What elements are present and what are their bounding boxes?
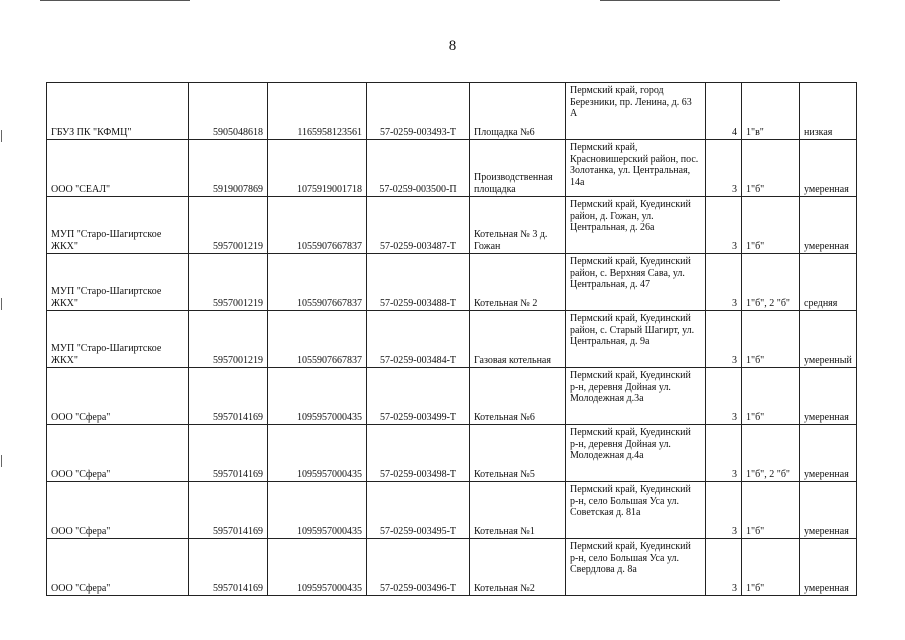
address-cell: Пермский край, Куединский район, с. Верхняя Сава, ул. Центральная, д. 47 <box>566 254 706 311</box>
scan-edge-mark <box>1 298 2 310</box>
hazard-class-cell: 1"б", 2 "б" <box>742 254 800 311</box>
object-code-cell: 57-0259-003487-Т <box>367 197 470 254</box>
table-row <box>47 311 857 368</box>
org-name-cell: ООО "Сфера" <box>47 425 189 482</box>
object-name-cell: Котельная №1 <box>470 482 566 539</box>
category-cell: 3 <box>706 539 742 596</box>
risk-level-cell: средняя <box>800 254 857 311</box>
table-row <box>47 254 857 311</box>
table-row <box>47 83 857 140</box>
address-cell: Пермский край, Куединский р-н, деревня Дойная ул. Молодежная д.4а <box>566 425 706 482</box>
org-name-cell: МУП "Старо-Шагиртское ЖКХ" <box>47 254 189 311</box>
org-name-cell: ООО "СЕАЛ" <box>47 140 189 197</box>
hazard-class-cell: 1"в" <box>742 83 800 140</box>
inn-cell: 5905048618 <box>189 83 268 140</box>
hazard-class-cell: 1"б" <box>742 140 800 197</box>
table-row <box>47 197 857 254</box>
table-row <box>47 140 857 197</box>
address-cell: Пермский край, Куединский р-н, село Большая Уса ул. Свердлова д. 8а <box>566 539 706 596</box>
table-row <box>47 425 857 482</box>
risk-level-cell: умеренная <box>800 197 857 254</box>
page-number: 8 <box>448 38 457 54</box>
category-cell: 3 <box>706 197 742 254</box>
object-code-cell: 57-0259-003498-Т <box>367 425 470 482</box>
category-cell: 3 <box>706 311 742 368</box>
table-row <box>47 539 857 596</box>
address-cell: Пермский край, Куединский р-н, село Большая Уса ул. Советская д. 81а <box>566 482 706 539</box>
ogrn-cell: 1095957000435 <box>268 368 367 425</box>
category-cell: 3 <box>706 254 742 311</box>
address-cell: Пермский край, Куединский район, д. Гожан, ул. Центральная, д. 26а <box>566 197 706 254</box>
ogrn-cell: 1095957000435 <box>268 425 367 482</box>
ogrn-cell: 1165958123561 <box>268 83 367 140</box>
table-row <box>47 368 857 425</box>
object-code-cell: 57-0259-003484-Т <box>367 311 470 368</box>
object-code-cell: 57-0259-003495-Т <box>367 482 470 539</box>
object-code-cell: 57-0259-003499-Т <box>367 368 470 425</box>
risk-level-cell: умеренный <box>800 311 857 368</box>
hazard-class-cell: 1"б" <box>742 482 800 539</box>
address-cell: Пермский край, Куединский р-н, деревня Дойная ул. Молодежная д.3а <box>566 368 706 425</box>
inn-cell: 5957001219 <box>189 254 268 311</box>
object-code-cell: 57-0259-003496-Т <box>367 539 470 596</box>
inn-cell: 5957014169 <box>189 482 268 539</box>
org-name-cell: МУП "Старо-Шагиртское ЖКХ" <box>47 197 189 254</box>
risk-level-cell: низкая <box>800 83 857 140</box>
hazard-class-cell: 1"б" <box>742 368 800 425</box>
registry-table <box>46 82 857 596</box>
inn-cell: 5957014169 <box>189 425 268 482</box>
org-name-cell: ГБУЗ ПК "КФМЦ" <box>47 83 189 140</box>
inn-cell: 5957001219 <box>189 197 268 254</box>
object-name-cell: Котельная №2 <box>470 539 566 596</box>
org-name-cell: ООО "Сфера" <box>47 368 189 425</box>
category-cell: 3 <box>706 482 742 539</box>
risk-level-cell: умеренная <box>800 539 857 596</box>
category-cell: 3 <box>706 368 742 425</box>
ogrn-cell: 1075919001718 <box>268 140 367 197</box>
object-code-cell: 57-0259-003493-Т <box>367 83 470 140</box>
org-name-cell: ООО "Сфера" <box>47 539 189 596</box>
object-name-cell: Котельная № 3 д. Гожан <box>470 197 566 254</box>
risk-level-cell: умеренная <box>800 425 857 482</box>
hazard-class-cell: 1"б" <box>742 311 800 368</box>
hazard-class-cell: 1"б" <box>742 539 800 596</box>
object-name-cell: Площадка №6 <box>470 83 566 140</box>
risk-level-cell: умеренная <box>800 368 857 425</box>
address-cell: Пермский край, Красновишерский район, пос. Золотанка, ул. Центральная, 14а <box>566 140 706 197</box>
category-cell: 3 <box>706 425 742 482</box>
hazard-class-cell: 1"б", 2 "б" <box>742 425 800 482</box>
inn-cell: 5957001219 <box>189 311 268 368</box>
address-cell: Пермский край, город Березники, пр. Ленина, д. 63 А <box>566 83 706 140</box>
ogrn-cell: 1055907667837 <box>268 197 367 254</box>
top-rule-right <box>600 0 780 1</box>
table-row <box>47 482 857 539</box>
inn-cell: 5957014169 <box>189 539 268 596</box>
scan-edge-mark <box>1 455 2 467</box>
ogrn-cell: 1055907667837 <box>268 311 367 368</box>
inn-cell: 5919007869 <box>189 140 268 197</box>
risk-level-cell: умеренная <box>800 140 857 197</box>
scan-edge-mark <box>1 130 2 142</box>
hazard-class-cell: 1"б" <box>742 197 800 254</box>
org-name-cell: ООО "Сфера" <box>47 482 189 539</box>
object-code-cell: 57-0259-003488-Т <box>367 254 470 311</box>
category-cell: 4 <box>706 83 742 140</box>
object-name-cell: Газовая котельная <box>470 311 566 368</box>
category-cell: 3 <box>706 140 742 197</box>
ogrn-cell: 1055907667837 <box>268 254 367 311</box>
object-name-cell: Котельная №5 <box>470 425 566 482</box>
object-code-cell: 57-0259-003500-П <box>367 140 470 197</box>
risk-level-cell: умеренная <box>800 482 857 539</box>
object-name-cell: Котельная № 2 <box>470 254 566 311</box>
address-cell: Пермский край, Куединский район, с. Старый Шагирт, ул. Центральная, д. 9а <box>566 311 706 368</box>
org-name-cell: МУП "Старо-Шагиртское ЖКХ" <box>47 311 189 368</box>
object-name-cell: Котельная №6 <box>470 368 566 425</box>
inn-cell: 5957014169 <box>189 368 268 425</box>
ogrn-cell: 1095957000435 <box>268 482 367 539</box>
top-rule-left <box>40 0 190 1</box>
ogrn-cell: 1095957000435 <box>268 539 367 596</box>
object-name-cell: Производственная площадка <box>470 140 566 197</box>
